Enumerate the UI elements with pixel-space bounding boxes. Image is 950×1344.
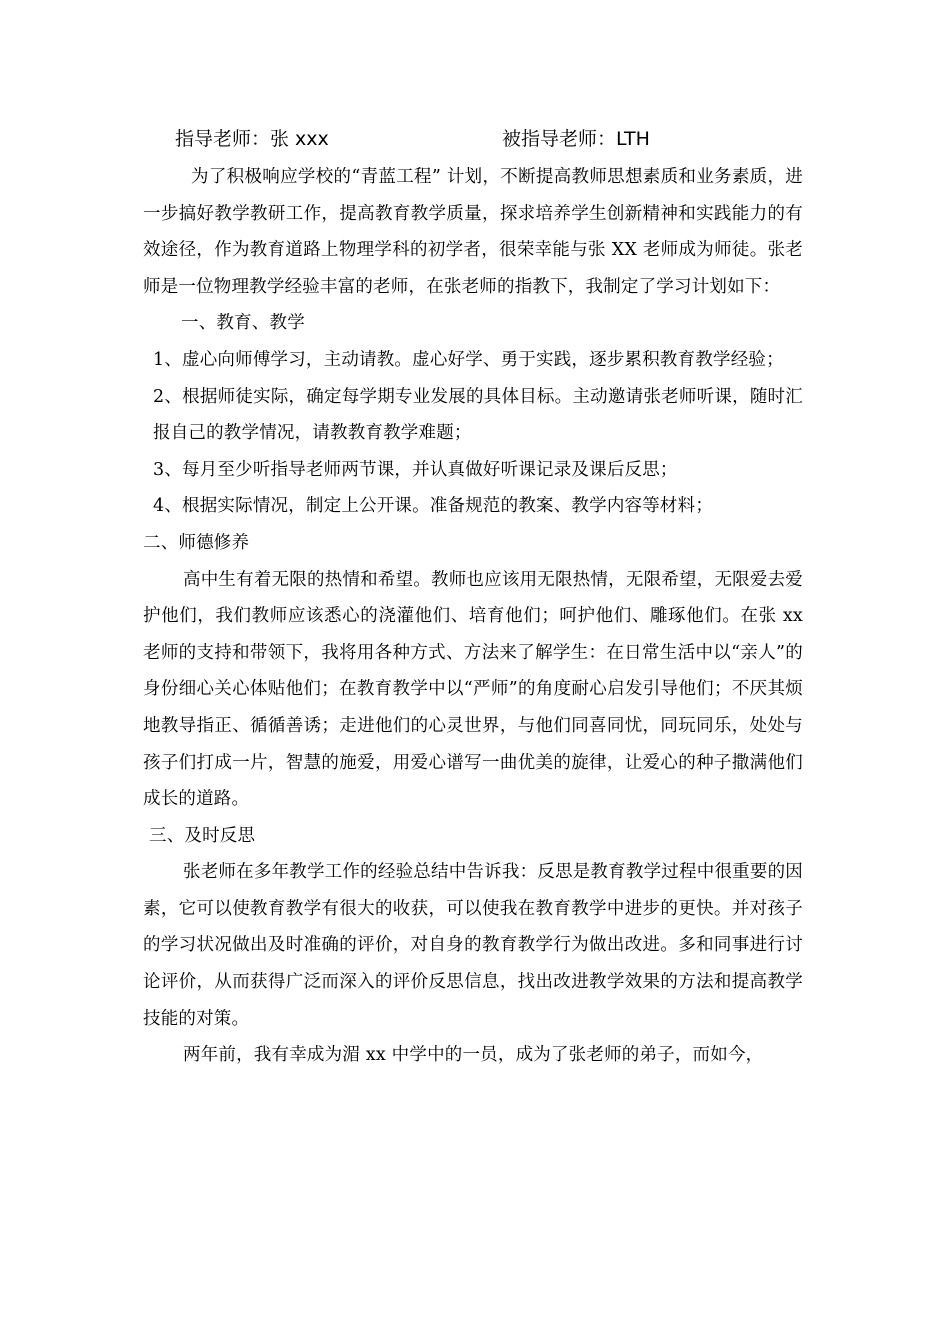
reflection-paragraph: 张老师在多年教学工作的经验总结中告诉我：反思是教育教学过程中很重要的因素，它可以使教育教学有很大的收获，可以使我在教育教学中进步的更快。并对孩子的学习状况做出及时准确的评价，对自身的教育教学行为做出改进。多和同事进行讨论评价，从而获得广泛而深入的评价反思信息，找出改进教学效果的方法和提高教学技能的对策。 [143, 862, 803, 1029]
document-header [0, 124, 950, 154]
document-body [143, 159, 803, 1074]
intro-paragraph: 为了积极响应学校的“青蓝工程” 计划，不断提高教师思想素质和业务素质，进一步搞好教学教研工作，提高教育教学质量，探求培养学生创新精神和实践能力的有效途径，作为教育道路上物理学科的初学者，很荣幸能与张 XX 老师成为师徒。张老师是一位物理教学经验丰富的老师，在张老师的指教下，我制定了学习计划如下： [143, 167, 803, 297]
list-item: 4、根据实际情况，制定上公开课。准备规范的教案、教学内容等材料； [153, 496, 714, 517]
section-heading-reflection: 三、及时反思 [149, 825, 256, 846]
section-heading-ethics: 二、师德修养 [143, 532, 250, 553]
list-item: 1、虚心向师傅学习，主动请教。虚心好学、勇于实践，逐步累积教育教学经验； [153, 349, 784, 370]
list-item: 2、根据师徒实际，确定每学期专业发展的具体目标。主动邀请张老师听课，随时汇报自己的教学情况，请教教育教学难题； [153, 386, 803, 444]
list-item: 3、每月至少听指导老师两节课，并认真做好听课记录及课后反思； [153, 459, 678, 480]
section-heading-teaching: 一、教育、教学 [181, 313, 305, 334]
mentor-label: 指导老师：张 xxx [175, 128, 329, 150]
closing-paragraph: 两年前，我有幸成为湄 xx 中学中的一员，成为了张老师的弟子，而如今， [183, 1045, 764, 1066]
ethics-paragraph: 高中生有着无限的热情和希望。教师也应该用无限热情，无限希望，无限爱去爱护他们，我们教师应该悉心的浇灌他们、培育他们；呵护他们、雕琢他们。在张 xx 老师的支持和带领下，我将用各种方式、方法来了解学生：在日常生活中以“亲人”的身份细心关心体贴他们；在教育教学中以“严师”的角度耐心启发引导他们；不厌其烦地教导指正、循循善诱；走进他们的心灵世界，与他们同喜同忧，同玩同乐，处处与孩子们打成一片，智慧的施爱，用爱心谱写一曲优美的旋律，让爱心的种子撒满他们成长的道路。 [143, 569, 803, 810]
mentee-label: 被指导老师：LTH [502, 128, 650, 150]
